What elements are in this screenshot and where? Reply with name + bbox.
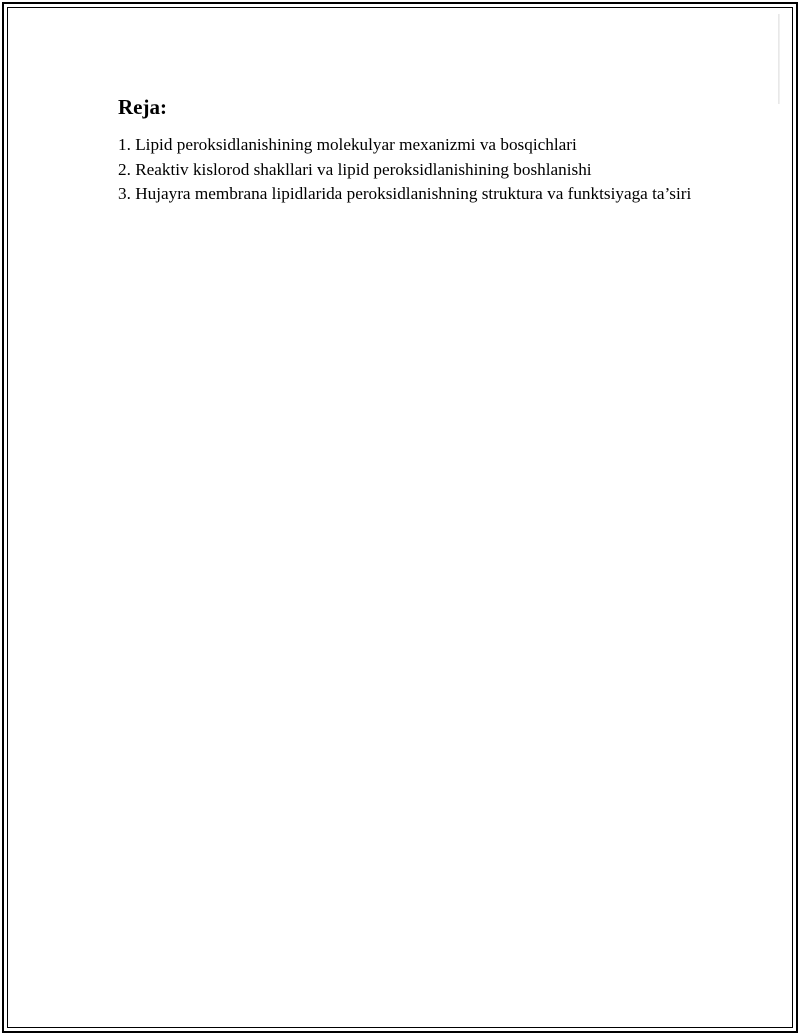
plan-item-1: 1. Lipid peroksidlanishining molekulyar mexanizmi va bosqichlari [118,135,577,154]
plan-item-2: 2. Reaktiv kislorod shakllari va lipid peroksidlanishining boshlanishi [118,159,592,179]
document-body [118,94,698,207]
plan-heading: Reja: [118,95,167,119]
plan-list [118,133,698,207]
page-edge-shadow [778,14,780,104]
plan-item-3: 3. Hujayra membrana lipidlarida peroksidlanishning struktura va funktsiyaga ta’siri [118,184,692,203]
